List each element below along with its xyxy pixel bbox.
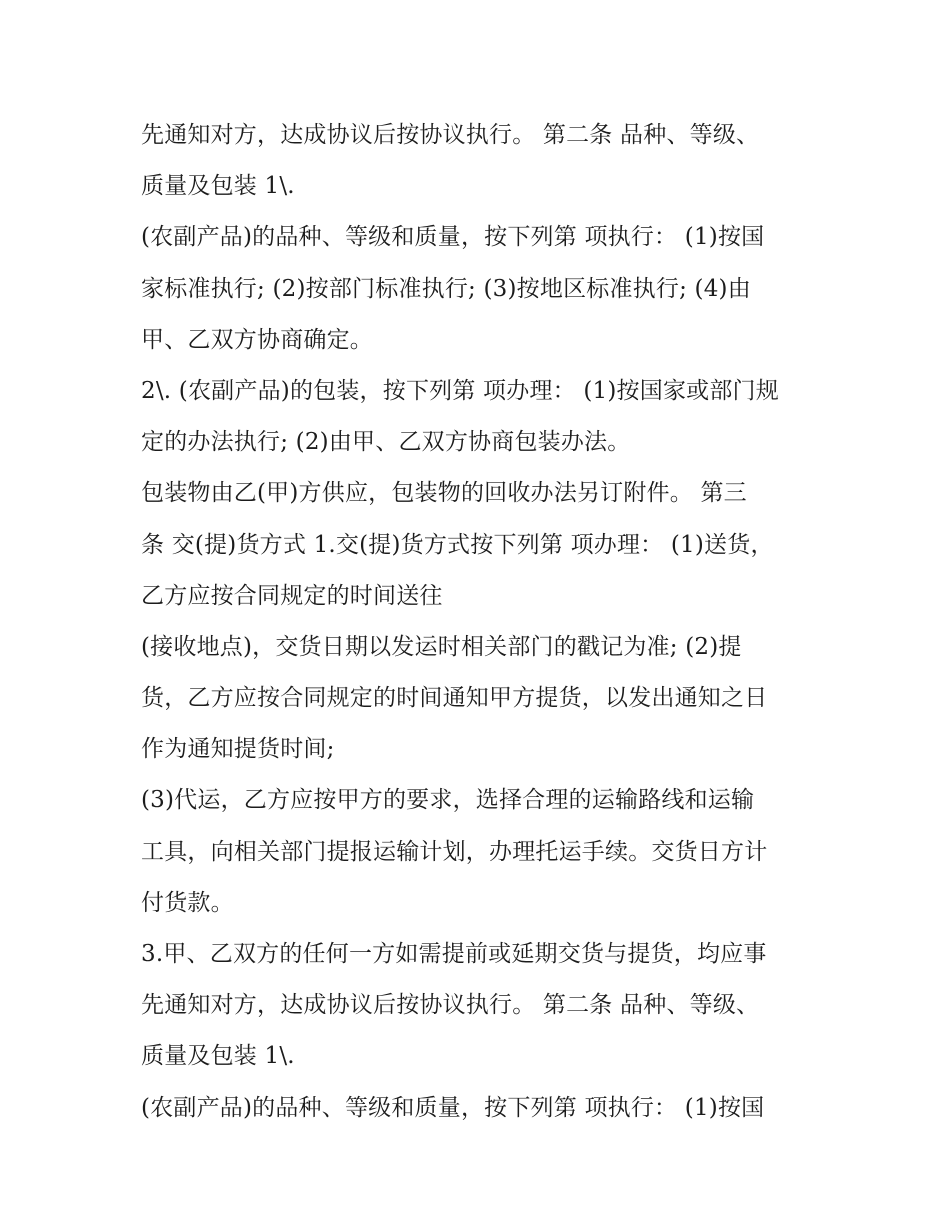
text-line: 工具，向相关部门提报运输计划，办理托运手续。交货日方计 [141, 838, 768, 865]
text-line: (农副产品)的品种、等级和质量，按下列第 项执行： (1)按国 [141, 1094, 765, 1121]
text-line: 条 交(提)货方式 1.交(提)货方式按下列第 项办理： (1)送货， [141, 531, 774, 558]
text-line: 定的办法执行; (2)由甲、乙双方协商包装办法。 [141, 429, 631, 456]
text-line: (农副产品)的品种、等级和质量，按下列第 项执行： (1)按国 [141, 224, 765, 251]
text-line: 货，乙方应按合同规定的时间通知甲方提货，以发出通知之日 [141, 685, 768, 712]
text-line: 3.甲、乙双方的任何一方如需提前或延期交货与提货，均应事 [141, 941, 767, 967]
text-line: 作为通知提货时间; [141, 736, 335, 763]
text-line: 家标准执行; (2)按部门标准执行; (3)按地区标准执行; (4)由 [141, 275, 751, 302]
text-line: (3)代运，乙方应按甲方的要求，选择合理的运输路线和运输 [141, 787, 755, 814]
text-line: 甲、乙双方协商确定。 [141, 326, 373, 353]
text-line: 质量及包装 1\. [141, 1043, 295, 1070]
contract-text-body [141, 110, 821, 1134]
text-line: 先通知对方，达成协议后按协议执行。 第二条 品种、等级、 [141, 122, 760, 148]
text-line: 2\. (农副产品)的包装，按下列第 项办理： (1)按国家或部门规 [141, 377, 779, 404]
text-line: 质量及包装 1\. [141, 173, 295, 200]
text-line: 先通知对方，达成协议后按协议执行。 第二条 品种、等级、 [141, 992, 760, 1019]
text-line: 乙方应按合同规定的时间送往 [141, 582, 443, 609]
text-line: 付货款。 [141, 889, 234, 916]
text-line: (接收地点)，交货日期以发运时相关部门的戳记为准; (2)提 [141, 633, 742, 660]
text-line: 包装物由乙(甲)方供应，包装物的回收办法另订附件。 第三 [141, 480, 747, 507]
